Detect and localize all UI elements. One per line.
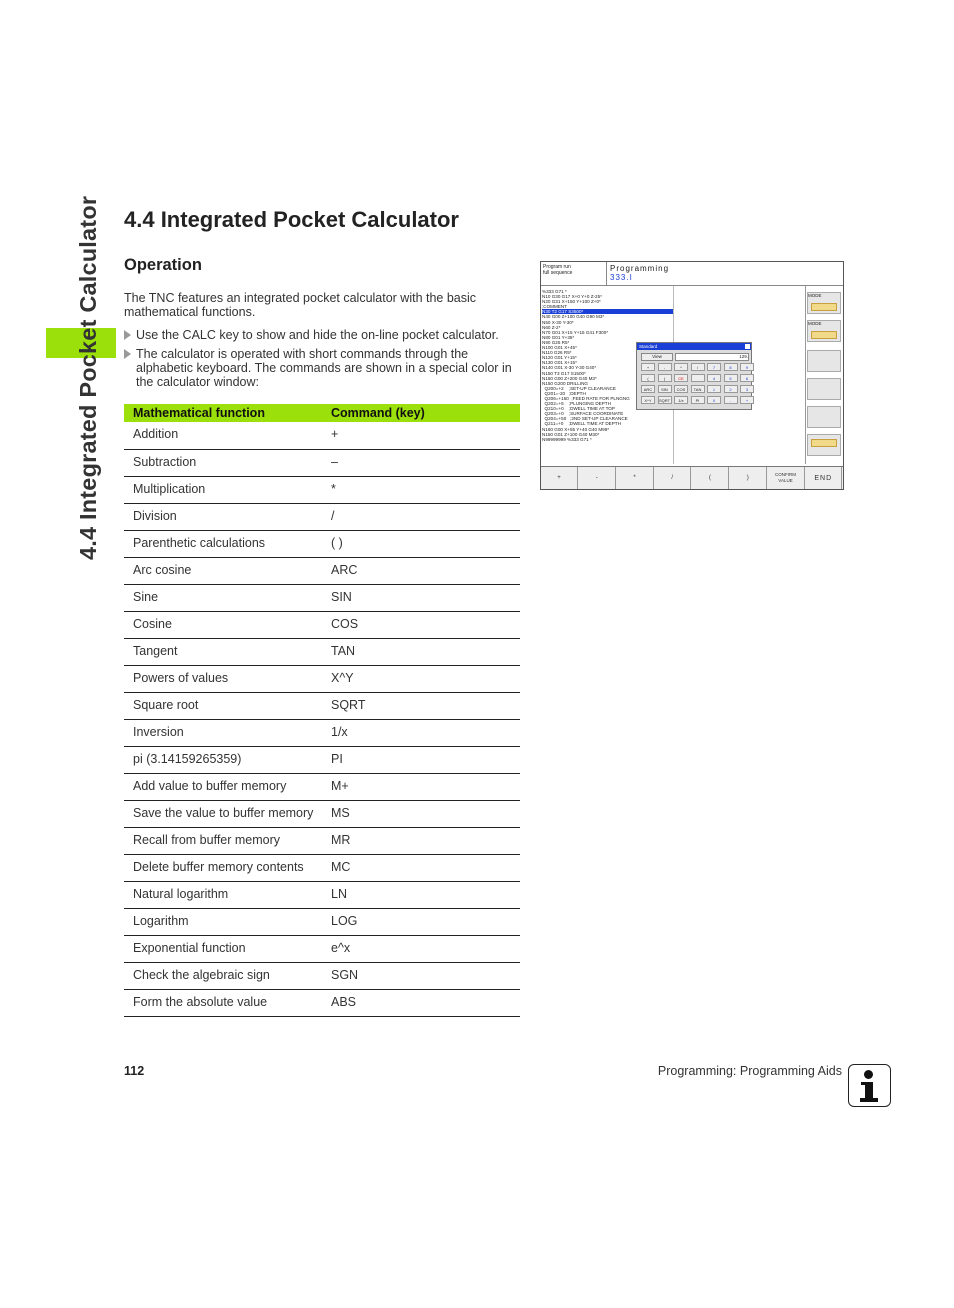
program-line: Q204=+50 ;2ND SET-UP CLEARANCE	[542, 416, 628, 422]
function-cell: Square root	[124, 692, 322, 719]
softkey-row	[541, 466, 843, 490]
command-cell: 1/x	[322, 719, 520, 746]
mode-title: Programming	[610, 264, 670, 273]
table-row	[124, 584, 520, 611]
calculator-key: 4	[707, 374, 721, 382]
mode-header	[607, 262, 843, 286]
calculator-view-button: View	[641, 353, 673, 361]
program-line: Q203=+0 ;SURFACE COORDINATE	[542, 411, 624, 417]
table-row	[124, 557, 520, 584]
command-cell: COS	[322, 611, 520, 638]
calculator-key: COS	[674, 385, 688, 393]
function-cell: Recall from buffer memory	[124, 827, 322, 854]
program-line: N10 G30 G17 X+0 Y+0 Z-25*	[542, 294, 602, 300]
bullet-arrow-icon	[124, 349, 131, 359]
softkey: +	[541, 467, 578, 490]
side-softkey-blank	[807, 378, 841, 400]
section-title: 4.4 Integrated Pocket Calculator	[124, 207, 459, 232]
calculator-key: SQRT	[658, 398, 671, 403]
table-row	[124, 638, 520, 665]
calculator-key: 5	[724, 374, 738, 382]
program-line: %333 G71 *	[542, 289, 567, 294]
table-row	[124, 665, 520, 692]
program-line: N160 G00 X+55 Y+40 G40 M99*	[542, 426, 610, 432]
side-softkey-blank	[807, 350, 841, 372]
program-line: N150 G01 Z+100 G40 M30*	[542, 431, 600, 437]
function-cell: Logarithm	[124, 908, 322, 935]
calculator-key: -	[658, 363, 672, 371]
softkey: END	[805, 467, 842, 490]
program-line: N99999999 %333 G71 *	[542, 436, 592, 442]
calculator-key: /	[691, 363, 705, 371]
table-row	[124, 908, 520, 935]
calculator-key: 9	[740, 363, 754, 371]
program-line: ;COMMENT	[542, 304, 568, 310]
table-row	[124, 962, 520, 989]
calculator-key: 7	[707, 363, 721, 371]
softkey: )	[730, 467, 767, 490]
function-cell: Exponential function	[124, 935, 322, 962]
program-line: N110 G26 R5*	[542, 350, 572, 356]
command-cell: MR	[322, 827, 520, 854]
command-cell: +	[322, 422, 520, 449]
function-cell: Tangent	[124, 638, 322, 665]
info-icon	[848, 1064, 891, 1107]
calculator-key: -	[724, 396, 738, 404]
mode-indicator-left	[541, 262, 607, 286]
gauge-icon	[811, 331, 837, 339]
command-cell: /	[322, 503, 520, 530]
calculator-key: ARC	[641, 385, 655, 393]
side-softkey-blank	[807, 406, 841, 428]
program-line: Q210=+0 ;DWELL TIME AT TOP	[542, 406, 615, 412]
program-line: Q202=+5 ;PLUNGING DEPTH	[542, 401, 611, 407]
command-cell: *	[322, 476, 520, 503]
table-row	[124, 827, 520, 854]
calculator-key: X^Y	[641, 396, 655, 404]
function-cell: Parenthetic calculations	[124, 530, 322, 557]
table-row	[124, 935, 520, 962]
function-cell: Add value to buffer memory	[124, 773, 322, 800]
command-cell: TAN	[322, 638, 520, 665]
command-cell: SQRT	[322, 692, 520, 719]
calculator-key: PI	[691, 396, 705, 404]
command-cell: ARC	[322, 557, 520, 584]
footer-chapter-title: Programming: Programming Aids	[657, 1064, 842, 1078]
table-row	[124, 692, 520, 719]
program-line: N160 G00 Z+200 G40 M3*	[542, 375, 597, 381]
function-cell: pi (3.14159265359)	[124, 746, 322, 773]
tnc-screenshot	[540, 261, 844, 490]
table-row	[124, 800, 520, 827]
program-line: Q211=+0 ;DWELL TIME AT DEPTH	[542, 421, 621, 427]
program-line: N130 G01 X+15*	[542, 360, 577, 366]
command-cell: ABS	[322, 989, 520, 1016]
calculator-key: 2	[724, 385, 738, 393]
calculator-key: 1	[707, 385, 721, 393]
command-cell: SGN	[322, 962, 520, 989]
side-softkey-mode	[807, 320, 841, 342]
page-number: 112	[124, 1064, 145, 1078]
program-line: Q206=+150 ;FEED RATE FOR PLNGNG	[542, 395, 630, 401]
table-header-command: Command (key)	[322, 404, 520, 422]
function-cell: Multiplication	[124, 476, 322, 503]
screen-divider	[805, 286, 806, 464]
calculator-key: 3	[740, 385, 754, 393]
calculator-display: 129.	[675, 353, 749, 361]
function-cell: Cosine	[124, 611, 322, 638]
command-cell: M+	[322, 773, 520, 800]
table-header-row	[124, 404, 520, 422]
command-cell: SIN	[322, 584, 520, 611]
function-cell: Addition	[124, 422, 322, 449]
command-cell: PI	[322, 746, 520, 773]
table-row	[124, 611, 520, 638]
softkey: CONFIRM VALUE	[768, 467, 805, 490]
program-line: N30 T2 G17 S3500*	[542, 309, 674, 314]
softkey: (	[692, 467, 729, 490]
table-row	[124, 476, 520, 503]
side-softkey-ruler	[807, 434, 841, 456]
command-cell: ( )	[322, 530, 520, 557]
table-row	[124, 773, 520, 800]
table-row	[124, 746, 520, 773]
function-cell: Subtraction	[124, 449, 322, 476]
function-cell: Powers of values	[124, 665, 322, 692]
bullet-text: The calculator is operated with short commands through the alphabetic keyboard. The commands are shown in a special color in the calculator window:	[136, 347, 512, 389]
calculator-key: 1/x	[674, 396, 688, 404]
calculator-key: *	[674, 363, 688, 371]
calculator-key: )	[658, 374, 672, 382]
calculator-key: 6	[740, 374, 754, 382]
calculator-key: 8	[724, 363, 738, 371]
intro-paragraph: The TNC features an integrated pocket calculator with the basic mathematical functions.	[124, 291, 477, 319]
table-row	[124, 881, 520, 908]
calculator-key	[691, 374, 705, 382]
command-cell: MC	[322, 854, 520, 881]
subsection-title: Operation	[124, 256, 202, 274]
command-cell: e^x	[322, 935, 520, 962]
table-row	[124, 530, 520, 557]
mode-line-1: Program run	[543, 264, 571, 270]
calculator-key: (	[641, 374, 655, 382]
calculator-title: Standard	[637, 343, 751, 350]
table-row	[124, 854, 520, 881]
function-cell: Inversion	[124, 719, 322, 746]
calculator-key: SIN	[658, 385, 672, 393]
function-cell: Check the algebraic sign	[124, 962, 322, 989]
command-cell: MS	[322, 800, 520, 827]
program-line: N150 T3 G17 S1500*	[542, 370, 586, 376]
math-function-table	[124, 404, 520, 1017]
command-cell: LOG	[322, 908, 520, 935]
program-line: N20 G31 X+150 Y+100 Z+0*	[542, 299, 601, 305]
gauge-icon	[811, 303, 837, 311]
mode-line-2: full sequence	[543, 270, 573, 276]
function-cell: Division	[124, 503, 322, 530]
function-cell: Arc cosine	[124, 557, 322, 584]
program-line: N40 G00 Z+100 G40 G90 M3*	[542, 314, 605, 320]
program-line: Q201=-20 ;DEPTH	[542, 390, 586, 396]
ruler-icon	[811, 439, 837, 447]
softkey: /	[654, 467, 691, 490]
program-line: N150 G200 DRILLING	[542, 380, 588, 386]
program-line: N140 G01 X-30 Y-30 G40*	[542, 365, 597, 371]
command-cell: –	[322, 449, 520, 476]
table-row	[124, 449, 520, 476]
program-line: N90 G25 R5*	[542, 339, 570, 345]
side-softkey-label: MODE	[808, 321, 822, 326]
table-header-function: Mathematical function	[124, 404, 322, 422]
table-row	[124, 422, 520, 449]
side-softkey-mode	[807, 292, 841, 314]
table-row	[124, 989, 520, 1016]
function-cell: Form the absolute value	[124, 989, 322, 1016]
calculator-key: +	[641, 363, 655, 371]
calculator-key: TAN	[691, 385, 705, 393]
table-row	[124, 719, 520, 746]
pocket-calculator-window	[636, 342, 752, 410]
bullet-arrow-icon	[124, 330, 131, 340]
program-line: N100 G01 X+45*	[542, 345, 577, 351]
command-cell: X^Y	[322, 665, 520, 692]
instruction-bullet	[124, 328, 519, 342]
close-icon	[745, 344, 750, 349]
function-cell: Sine	[124, 584, 322, 611]
program-line: N50 X-30 Y-30*	[542, 319, 574, 325]
program-line: N60 Z-2*	[542, 324, 561, 330]
program-name: 333.I	[610, 273, 633, 282]
program-line: N70 G01 X+15 Y+15 G41 F300*	[542, 329, 609, 335]
instruction-bullet	[124, 347, 519, 389]
command-cell: LN	[322, 881, 520, 908]
program-line: N80 G01 Y+35*	[542, 334, 575, 340]
program-line: N120 G01 Y+15*	[542, 355, 577, 361]
calculator-key: CE	[674, 374, 688, 382]
function-cell: Natural logarithm	[124, 881, 322, 908]
function-cell: Delete buffer memory contents	[124, 854, 322, 881]
function-cell: Save the value to buffer memory	[124, 800, 322, 827]
bullet-text: Use the CALC key to show and hide the on-line pocket calculator.	[136, 328, 499, 342]
side-softkey-label: MODE	[808, 293, 822, 298]
table-row	[124, 503, 520, 530]
program-line: Q200=+2 ;SET-UP CLEARANCE	[542, 385, 616, 391]
softkey: *	[617, 467, 654, 490]
softkey: -	[579, 467, 616, 490]
calculator-key: +	[740, 396, 754, 404]
calculator-key: 0	[707, 396, 721, 404]
